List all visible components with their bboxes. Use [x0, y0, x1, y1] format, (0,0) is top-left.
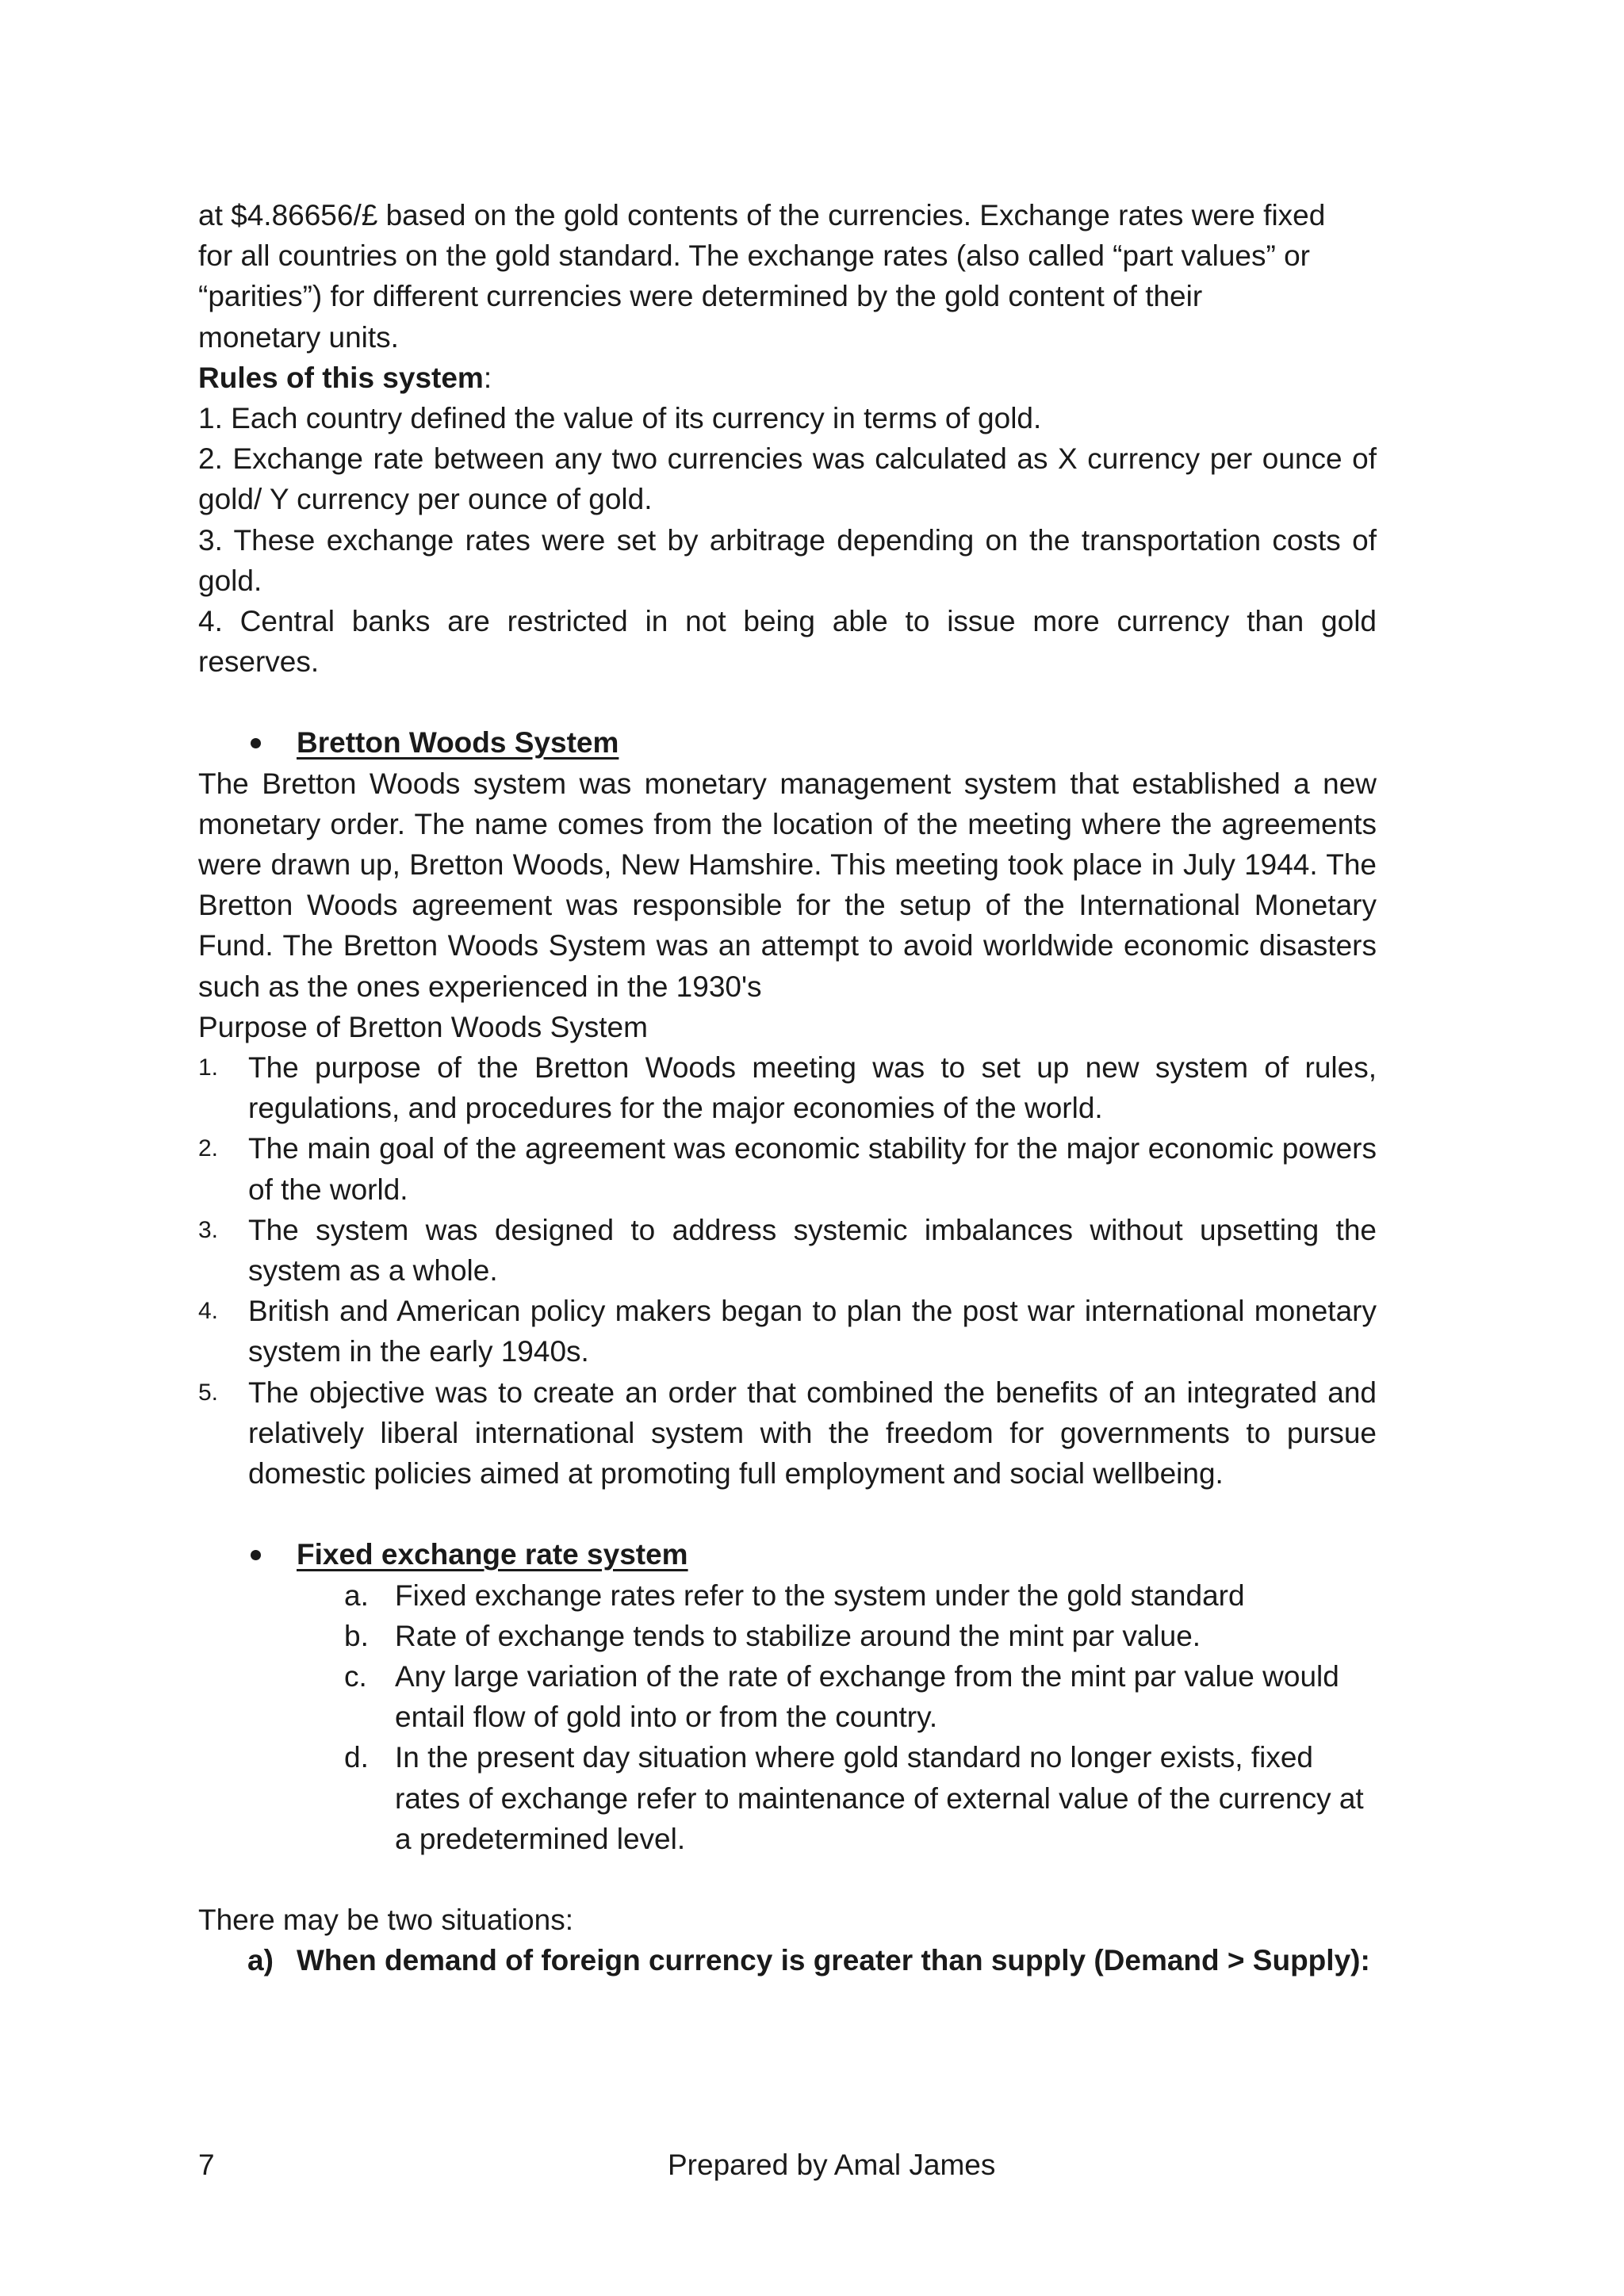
fixed-exchange-heading [198, 1534, 1377, 1575]
list-item-text: The objective was to create an order that combined the benefits of an integrated and relatively liberal international system with the freedom for governments to pursue domestic policies aimed at promoting full employment and social wellbeing. [248, 1376, 1377, 1490]
list-item [344, 1737, 1377, 1859]
list-item-text: The system was designed to address systemic imbalances without upsetting the system as a whole. [248, 1213, 1377, 1288]
list-item-text: The main goal of the agreement was economic stability for the major economic powers of the world. [248, 1132, 1377, 1206]
list-item [344, 1575, 1377, 1616]
list-number: 1. [198, 1054, 219, 1081]
list-letter: d. [344, 1741, 369, 1774]
rule-item: 1. Each country defined the value of its currency in terms of gold. [198, 402, 1042, 435]
list-item-text: Fixed exchange rates refer to the system under the gold standard [395, 1578, 1245, 1612]
list-item-text: British and American policy makers began to plan the post war international monetary system in the early 1940s. [248, 1295, 1377, 1368]
intro-line: at $4.86656/£ based on the gold contents of the currencies. Exchange rates were fixed [198, 199, 1326, 232]
page-number: 7 [198, 2149, 215, 2181]
section-title: Fixed exchange rate system [297, 1538, 688, 1571]
list-item-text: The purpose of the Bretton Woods meeting was to set up new system of rules, regulations, and procedures for the major economies of the world. [248, 1051, 1377, 1125]
situation-text: When demand of foreign currency is greater than supply (Demand > Supply): [297, 1944, 1370, 1977]
rule-item: 2. Exchange rate between any two currencies was calculated as X currency per ounce of gold/ Y currency per ounce of gold. [198, 442, 1377, 516]
list-number: 2. [198, 1135, 219, 1162]
list-number: 3. [198, 1216, 219, 1243]
section-title: Bretton Woods System [297, 726, 619, 760]
purpose-list [198, 1047, 1377, 1494]
situation-a [198, 1940, 1377, 1980]
bretton-woods-paragraph: The Bretton Woods system was monetary management system that established a new monetary order. The name comes from the location of the meeting where the agreements were drawn up, Bretton Woods, New Hamshire. This meeting took place in July 1944. The Bretton Woods agreement was responsible for the setup of the International Monetary Fund. The Bretton Woods System was an attempt to avoid worldwide economic disasters such as the ones experienced in the 1930's [198, 767, 1377, 1003]
list-item [344, 1616, 1377, 1656]
list-item-text: Any large variation of the rate of exchange from the mint par value would entail flow of gold into or from the country. [395, 1659, 1339, 1734]
list-item [198, 1372, 1377, 1494]
spacer [198, 682, 1377, 722]
list-number: 5. [198, 1379, 219, 1406]
situation-label: a) [247, 1944, 274, 1977]
intro-line: “parities”) for different currencies were determined by the gold content of their [198, 280, 1203, 313]
intro-line: for all countries on the gold standard. The exchange rates (also called “part values” or [198, 239, 1310, 273]
list-item-text: Rate of exchange tends to stabilize around the mint par value. [395, 1619, 1201, 1652]
list-item [198, 1128, 1377, 1209]
bullet-icon [251, 1550, 261, 1560]
document-page [198, 195, 1377, 1980]
spacer [198, 1494, 1377, 1534]
list-item [198, 1291, 1377, 1372]
list-letter: b. [344, 1619, 369, 1652]
list-letter: a. [344, 1578, 369, 1612]
list-item [198, 1210, 1377, 1291]
spacer [198, 1859, 1377, 1900]
list-item [198, 1047, 1377, 1128]
prepared-by: Prepared by Amal James [668, 2149, 996, 2181]
rules-heading [198, 358, 1377, 398]
rules-heading-colon: : [483, 361, 492, 394]
situations-intro: There may be two situations: [198, 1903, 573, 1936]
bretton-woods-heading [198, 722, 1377, 763]
bullet-icon [251, 738, 261, 748]
intro-line: monetary units. [198, 320, 399, 354]
list-letter: c. [344, 1659, 367, 1693]
rule-item: 4. Central banks are restricted in not being able to issue more currency than gold reserves. [198, 605, 1377, 679]
fixed-exchange-list [198, 1575, 1377, 1859]
purpose-heading: Purpose of Bretton Woods System [198, 1010, 648, 1043]
rules-heading-text: Rules of this system [198, 361, 484, 394]
rule-item: 3. These exchange rates were set by arbitrage depending on the transportation costs of gold. [198, 523, 1377, 597]
list-item-text: In the present day situation where gold standard no longer exists, fixed rates of exchange refer to maintenance of external value of the currency at a predetermined level. [395, 1741, 1364, 1855]
list-item [344, 1656, 1377, 1737]
intro-paragraph [198, 195, 1377, 358]
list-number: 4. [198, 1298, 219, 1325]
